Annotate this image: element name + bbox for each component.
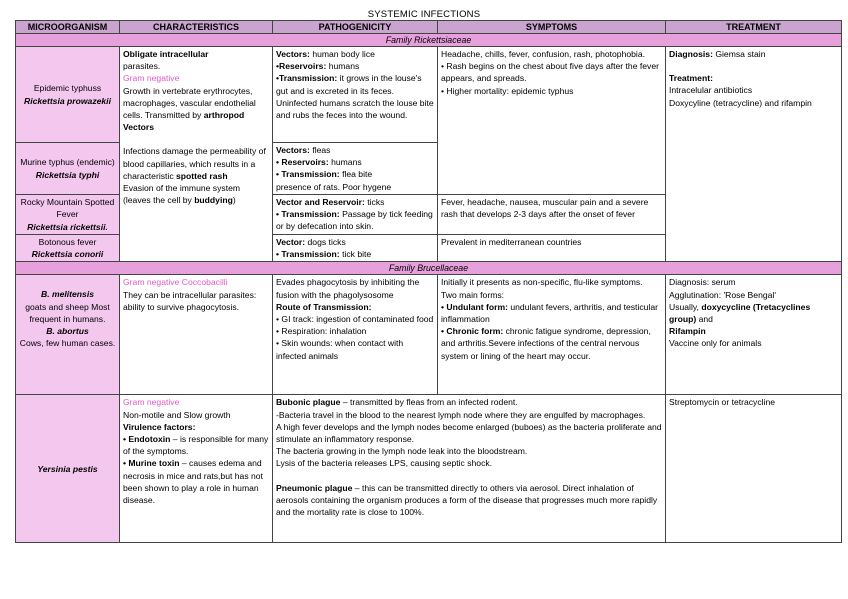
header-microorganism: MICROORGANISM [16,21,120,34]
treatment-brucella: Diagnosis: serum Agglutination: 'Rose Bengal' Usually, doxycycline (Tretacyclines group) and Rifampin Vaccine only for animals [666,275,842,395]
family-row-rickettsiaceae [16,34,842,47]
symptoms-rocky: Fever, headache, nausea, muscular pain and a severe rash that develops 2-3 days after the onset of fever [438,195,666,235]
pathogenicity-boton: Vector: dogs ticks • Transmission: tick bite [273,235,438,262]
header-row [16,21,842,34]
organism-brucella: B. melitensis goats and sheep Most frequent in humans. B. abortus Cows, few human cases. [16,275,120,395]
family-rickettsiaceae: Family Rickettsiaceae [16,34,842,47]
organism-yersinia: Yersinia pestis [16,395,120,543]
organism-botonous-fever: Botonous fever Rickettsia conorii [16,235,120,262]
characteristics-brucella: Gram negative Coccobacilli They can be intracellular parasites: ability to survive phagocytosis. [120,275,273,395]
header-treatment: TREATMENT [666,21,842,34]
header-symptoms: SYMPTOMS [438,21,666,34]
symptoms-typhus: Headache, chills, fever, confusion, rash, photophobia. • Rash begins on the chest about five days after the fever appears, and spreads. • Higher mortality: epidemic typhus [438,47,666,195]
pathogenicity-epidemic: Vectors: human body lice •Reservoirs: humans •Transmission: it grows in the louse's gut and is excreted in its feces. Uninfected humans scratch the louse bite and rubs the feces into the wound. [273,47,438,143]
characteristics-yersinia: Gram negative Non-motile and Slow growth Virulence factors: • Endotoxin – is responsible for many of the symptoms. • Murine toxin – causes edema and necrosis in mice and rats,but has not been shown to play a role in human disease. [120,395,273,543]
treatment-rickettsia: Diagnosis: Giemsa stain Treatment: Intracelular antibiotics Doxycyline (tetracycline) and rifampin [666,47,842,262]
organism-murine-typhus: Murine typhus (endemic) Rickettsia typhi [16,143,120,195]
organism-epidemic-typhus: Epidemic typhuss Rickettsia prowazekii [16,47,120,143]
treatment-yersinia: Streptomycin or tetracycline [666,395,842,543]
pathogenicity-murine: Vectors: fleas • Reservoirs: humans • Transmission: flea bite presence of rats. Poor hygene [273,143,438,195]
table-row [16,395,842,543]
pathogenicity-rocky: Vector and Reservoir: ticks • Transmission: Passage by tick feeding or by defecation into skin. [273,195,438,235]
header-pathogenicity: PATHOGENICITY [273,21,438,34]
table-row [16,275,842,395]
page-title: SYSTEMIC INFECTIONS [367,9,481,20]
family-brucellaceae: Family Brucellaceae [16,262,842,275]
header-characteristics: CHARACTERISTICS [120,21,273,34]
infections-table [15,20,842,543]
symptoms-brucella: Initially it presents as non-specific, flu-like symptoms. Two main forms: • Undulant form: undulant fevers, arthritis, and testicular inflammation • Chronic form: chronic fatigue syndrome, depression, and arthritis.Severe infections of the central nervous system or lining of the heart may occur. [438,275,666,395]
pathogenicity-yersinia: Bubonic plague – transmitted by fleas from an infected rodent. -Bacteria travel in the blood to the nearest lymph node where they are engulfed by macrophages. A high fever develops and the lymph nodes become enlarged (buboes) as the bacteria proliferate and stimulate an inflammatory response. The bacteria growing in the lymph node leak into the bloodstream. Lysis of the bacteria releases LPS, causing septic shock. Pneumonic plague – this can be transmitted directly to others via aerosol. Direct inhalation of aerosols containing the organism produces a form of the disease that progresses much more rapidly and the mortality rate is close to 100%. [273,395,666,543]
family-row-brucellaceae [16,262,842,275]
characteristics-rickettsia: Obligate intracellular parasites. Gram negative Growth in vertebrate erythrocytes, macrophages, vascular endothelial cells. Transmitted by arthropod Vectors Infections damage the permeability of blood capillaries, which results in a characteristic spotted rash Evasion of the immune system (leaves the cell by buddying) [120,47,273,262]
symptoms-boton: Prevalent in mediterranean countries [438,235,666,262]
organism-rocky-mountain: Rocky Mountain Spotted Fever Rickettsia rickettsii. [16,195,120,235]
table-row [16,47,842,143]
pathogenicity-brucella: Evades phagocytosis by inhibiting the fusion with the phagolysosome Route of Transmission: • GI track: ingestion of contaminated food • Respiration: inhalation • Skin wounds: when contact with infected animals [273,275,438,395]
